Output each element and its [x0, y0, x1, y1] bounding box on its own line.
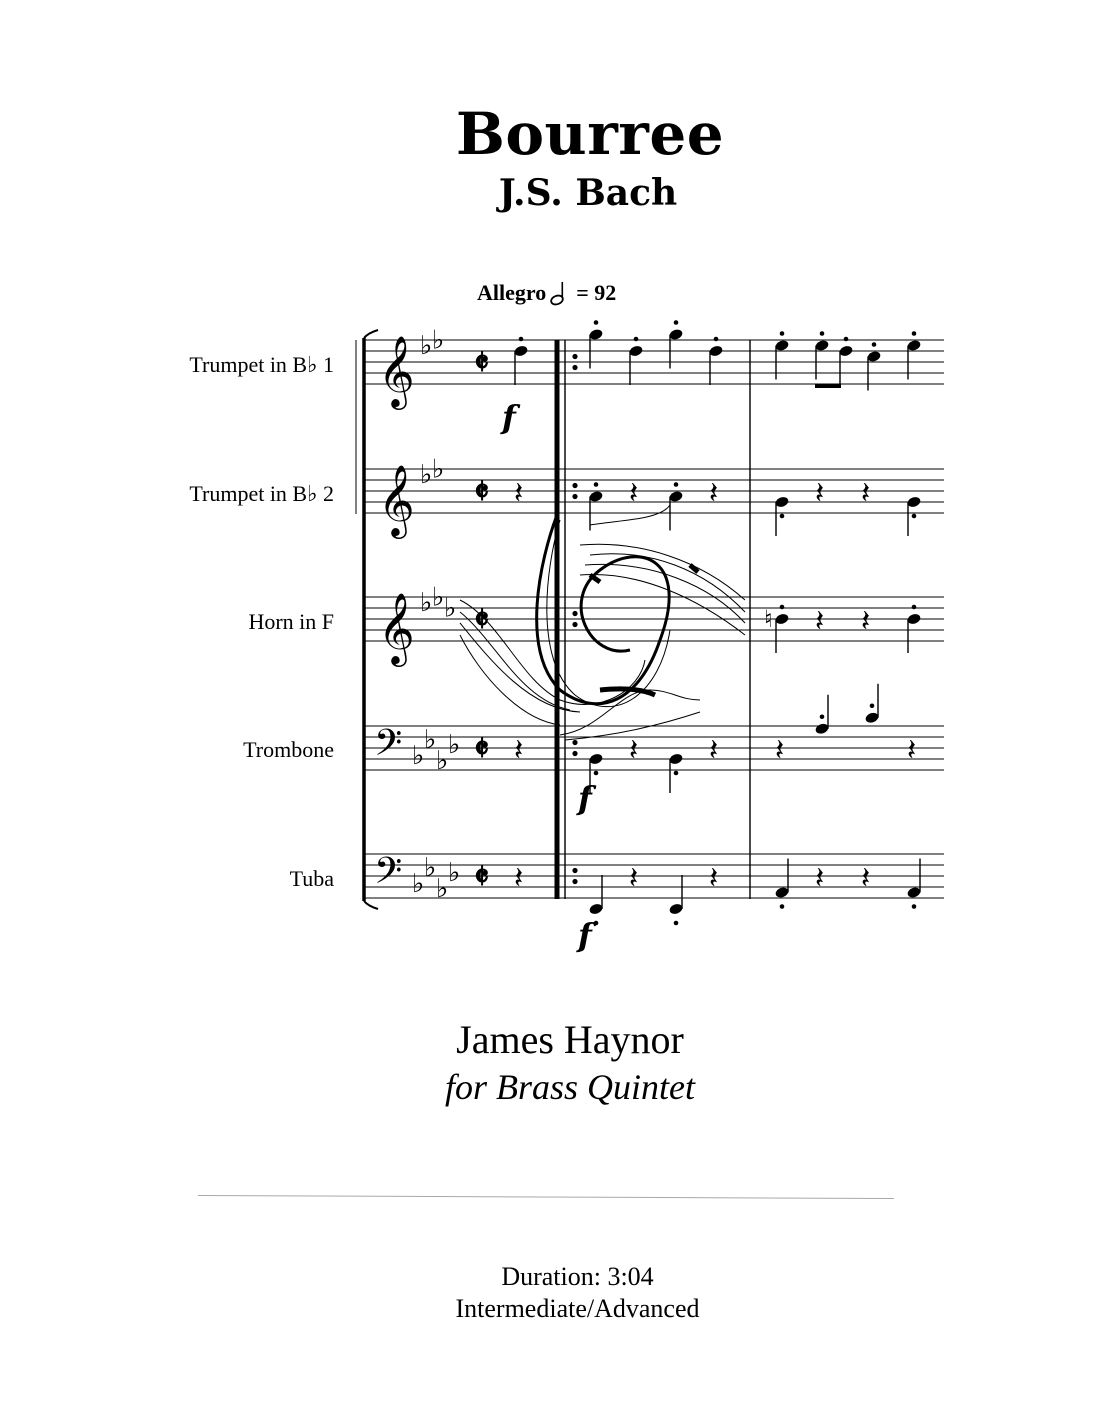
- repeat-dot: [572, 354, 577, 359]
- key-flat-icon: ♭: [432, 454, 445, 485]
- treble-clef-icon: 𝄞: [378, 463, 415, 536]
- key-flat-icon: ♭: [420, 331, 433, 361]
- part-name-tuba: Tuba: [289, 866, 334, 891]
- key-flat-icon: ♭: [412, 869, 425, 899]
- tempo-value: = 92: [576, 280, 617, 305]
- staccato-dot: [820, 331, 825, 336]
- quarter-rest-icon: 𝄽: [709, 733, 719, 768]
- dynamic-forte: f: [502, 398, 516, 436]
- quarter-rest-icon: 𝄽: [861, 604, 871, 639]
- quarter-rest-icon: 𝄽: [629, 733, 639, 768]
- repeat-dot: [572, 879, 577, 884]
- staccato-dot: [674, 921, 679, 926]
- staff-trumpet-2: [364, 469, 944, 513]
- repeat-dot: [572, 751, 577, 756]
- quarter-rest-icon: 𝄽: [861, 861, 871, 896]
- staccato-dot: [844, 337, 849, 342]
- staccato-dot: [870, 703, 875, 708]
- staccato-dot: [634, 337, 639, 342]
- quarter-rest-icon: 𝄽: [514, 733, 524, 768]
- staccato-dot: [594, 482, 599, 487]
- key-flat-icon: ♭: [432, 325, 445, 356]
- key-flat-icon: ♭: [420, 460, 433, 490]
- key-flat-icon: ♭: [448, 730, 461, 760]
- staccato-dot: [594, 921, 599, 926]
- treble-clef-icon: 𝄞: [378, 591, 415, 664]
- quarter-rest-icon: 𝄽: [629, 476, 639, 511]
- staccato-dot: [912, 331, 917, 336]
- repeat-dot: [572, 611, 577, 616]
- quarter-rest-icon: 𝄽: [815, 476, 825, 511]
- staccato-dot: [872, 342, 877, 347]
- part-name-trombone: Trombone: [243, 737, 334, 762]
- ensemble-subtitle: for Brass Quintet: [444, 1067, 695, 1107]
- staccato-dot: [519, 337, 524, 342]
- cut-time-icon: 𝄵: [474, 857, 490, 897]
- key-flat-icon: ♭: [424, 725, 437, 755]
- quarter-rest-icon: 𝄽: [709, 476, 719, 511]
- staccato-dot: [912, 514, 917, 519]
- bracket-top-hook: [364, 330, 378, 338]
- repeat-dot: [572, 740, 577, 745]
- staccato-dot: [912, 904, 917, 909]
- quarter-rest-icon: 𝄽: [907, 733, 917, 768]
- cut-time-icon: 𝄵: [474, 472, 490, 512]
- swirl-distortion: [460, 505, 745, 760]
- difficulty-level: Intermediate/Advanced: [455, 1294, 700, 1323]
- quarter-rest-icon: 𝄽: [514, 476, 524, 511]
- repeat-dot: [572, 365, 577, 370]
- cut-time-icon: 𝄵: [474, 729, 490, 769]
- bass-clef-icon: 𝄢: [374, 722, 403, 773]
- repeat-dot: [572, 868, 577, 873]
- part-name-trumpet-2: Trumpet in B♭ 2: [189, 481, 334, 506]
- staccato-dot: [714, 337, 719, 342]
- key-flat-icon: ♭: [436, 746, 449, 776]
- arranger-name: James Haynor: [456, 1017, 684, 1062]
- staff-trumpet-1: [364, 340, 944, 384]
- quarter-rest-icon: 𝄽: [815, 604, 825, 639]
- staccato-dot: [594, 771, 599, 776]
- staccato-dot: [780, 331, 785, 336]
- staccato-dot: [780, 904, 785, 909]
- quarter-rest-icon: 𝄽: [709, 861, 719, 896]
- key-flat-icon: ♭: [424, 853, 437, 883]
- key-flat-icon: ♭: [412, 741, 425, 771]
- duration-text: Duration: 3:04: [501, 1262, 654, 1291]
- quarter-rest-icon: 𝄽: [629, 861, 639, 896]
- tempo-text: Allegro: [477, 280, 547, 305]
- staccato-dot: [674, 771, 679, 776]
- repeat-dot: [572, 483, 577, 488]
- dynamic-forte: f: [578, 916, 592, 954]
- key-flat-icon: ♭: [432, 582, 445, 613]
- cut-time-icon: 𝄵: [474, 343, 490, 383]
- quarter-rest-icon: 𝄽: [815, 861, 825, 896]
- quarter-rest-icon: 𝄽: [775, 733, 785, 768]
- staccato-dot: [674, 482, 679, 487]
- repeat-dot: [572, 494, 577, 499]
- key-flat-icon: ♭: [420, 588, 433, 618]
- staccato-dot: [594, 320, 599, 325]
- repeat-dot: [572, 622, 577, 627]
- piece-title: Bourree: [455, 100, 725, 168]
- clefs: [374, 334, 415, 901]
- part-name-horn: Horn in F: [248, 609, 334, 634]
- staccato-dot: [780, 605, 785, 610]
- natural-icon: ♮: [764, 605, 773, 633]
- staccato-dot: [780, 514, 785, 519]
- staccato-dot: [820, 714, 825, 719]
- key-flat-icon: ♭: [436, 874, 449, 904]
- cut-time-icon: 𝄵: [474, 600, 490, 640]
- quarter-rest-icon: 𝄽: [861, 476, 871, 511]
- quarter-rest-icon: 𝄽: [514, 861, 524, 896]
- key-flat-icon: ♭: [444, 593, 457, 624]
- part-name-trumpet-1: Trumpet in B♭ 1: [189, 352, 334, 377]
- staccato-dot: [912, 605, 917, 610]
- key-flat-icon: ♭: [448, 858, 461, 888]
- staccato-dot: [674, 320, 679, 325]
- eighth-beam: [815, 384, 841, 388]
- bass-clef-icon: 𝄢: [374, 850, 403, 901]
- divider-rule: [198, 1195, 894, 1199]
- composer-name: J.S. Bach: [498, 172, 678, 214]
- bracket-bottom-hook: [364, 901, 378, 909]
- marks: [412, 320, 922, 954]
- dynamic-forte: f: [578, 779, 592, 817]
- treble-clef-icon: 𝄞: [378, 334, 415, 407]
